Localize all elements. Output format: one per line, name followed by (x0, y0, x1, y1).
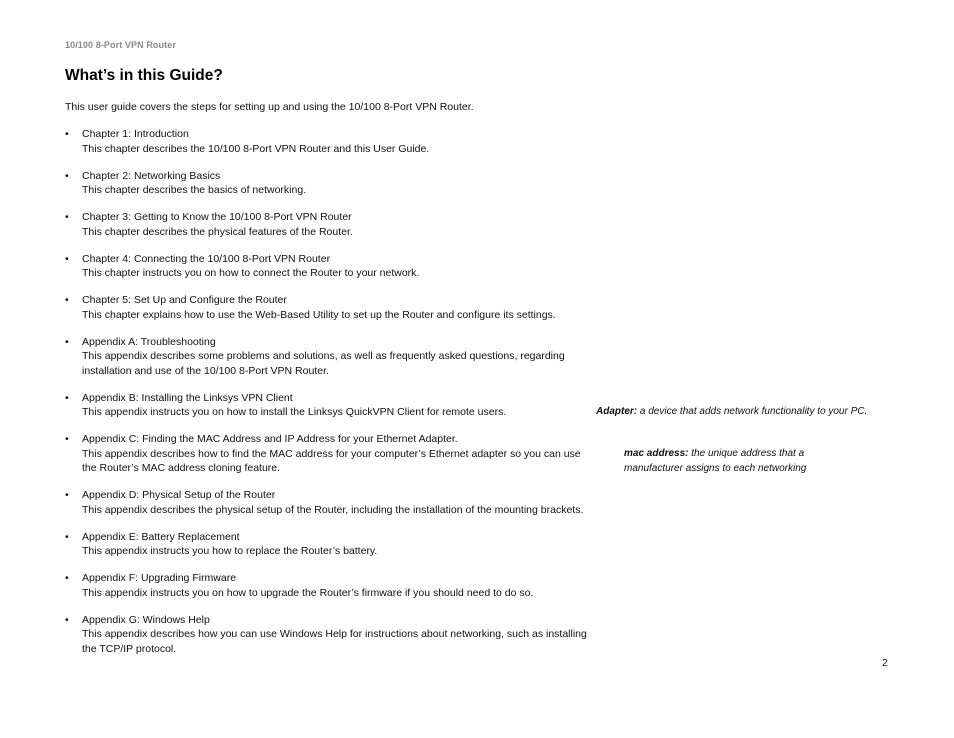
list-item (65, 252, 595, 281)
list-item-description: This chapter instructs you on how to connect the Router to your network. (82, 267, 420, 279)
list-item (65, 432, 595, 476)
list-item-title: Chapter 5: Set Up and Configure the Router (82, 294, 287, 306)
glossary-mac-address (624, 446, 854, 476)
list-item-description: This chapter explains how to use the Web-Based Utility to set up the Router and configure its settings. (82, 308, 556, 321)
list-item-description: This appendix describes the physical setup of the Router, including the installation of the mounting brackets. (82, 503, 584, 516)
list-item (65, 169, 595, 198)
list-item (65, 391, 595, 420)
list-item (65, 335, 595, 379)
list-item-title: Appendix E: Battery Replacement (82, 530, 240, 543)
bullet-icon: • (65, 433, 69, 445)
list-item-description: This chapter describes the 10/100 8-Port VPN Router and this User Guide. (82, 142, 430, 155)
list-item (65, 571, 595, 600)
bullet-icon: • (65, 530, 69, 543)
bullet-icon: • (65, 572, 69, 584)
intro-paragraph: This user guide covers the steps for setting up and using the 10/100 8-Port VPN Router. (65, 101, 474, 113)
page-title: What’s in this Guide? (65, 67, 223, 84)
bullet-icon: • (65, 252, 69, 265)
list-item-description: This appendix describes some problems and solutions, as well as frequently asked questions, regarding installation and use of the 10/100 8-Port VPN Router. (82, 350, 565, 377)
bullet-icon: • (65, 335, 69, 348)
list-item-title: Chapter 2: Networking Basics (82, 169, 221, 182)
list-item (65, 488, 595, 517)
page-number: 2 (882, 657, 888, 669)
list-item (65, 293, 595, 322)
guide-contents-list (65, 127, 595, 669)
list-item (65, 530, 595, 559)
list-item-description: This appendix instructs you on how to upgrade the Router’s firmware if you should need to do so. (82, 586, 534, 599)
list-item-description: This chapter describes the basics of networking. (82, 184, 307, 196)
glossary-adapter (596, 404, 867, 419)
running-header: 10/100 8-Port VPN Router (65, 40, 176, 50)
bullet-icon: • (65, 169, 69, 182)
bullet-icon: • (65, 489, 69, 501)
list-item (65, 127, 595, 156)
list-item-title: Appendix B: Installing the Linksys VPN Client (82, 391, 293, 404)
glossary-definition: the unique address that a manufacturer assigns to each networking (624, 448, 807, 474)
list-item-title: Appendix D: Physical Setup of the Router (82, 489, 276, 501)
list-item (65, 210, 595, 239)
bullet-icon: • (65, 613, 69, 626)
list-item-description: This chapter describes the physical features of the Router. (82, 225, 353, 238)
glossary-term: Adapter: (596, 406, 638, 417)
list-item-title: Appendix F: Upgrading Firmware (82, 572, 237, 584)
list-item-description: This appendix describes how you can use Windows Help for instructions about networking, such as installing the TCP/IP protocol. (82, 628, 587, 655)
glossary-term: mac address: (624, 448, 689, 459)
glossary-definition: a device that adds network functionality to your PC. (637, 406, 868, 417)
bullet-icon: • (65, 128, 69, 140)
list-item-title: Chapter 3: Getting to Know the 10/100 8-Port VPN Router (82, 211, 352, 223)
list-item-title: Appendix G: Windows Help (82, 613, 210, 626)
list-item-description: This appendix instructs you how to replace the Router’s battery. (82, 545, 378, 557)
list-item-title: Appendix C: Finding the MAC Address and IP Address for your Ethernet Adapter. (82, 433, 458, 445)
list-item-title: Chapter 1: Introduction (82, 128, 189, 140)
bullet-icon: • (65, 391, 69, 404)
bullet-icon: • (65, 294, 69, 306)
list-item-description: This appendix describes how to find the MAC address for your computer’s Ethernet adapter so you can use the Router’s MAC address cloning feature. (82, 447, 581, 474)
bullet-icon: • (65, 211, 69, 223)
list-item-title: Appendix A: Troubleshooting (82, 335, 216, 348)
list-item (65, 613, 595, 657)
list-item-title: Chapter 4: Connecting the 10/100 8-Port VPN Router (82, 252, 331, 265)
list-item-description: This appendix instructs you on how to install the Linksys QuickVPN Client for remote users. (82, 406, 507, 418)
